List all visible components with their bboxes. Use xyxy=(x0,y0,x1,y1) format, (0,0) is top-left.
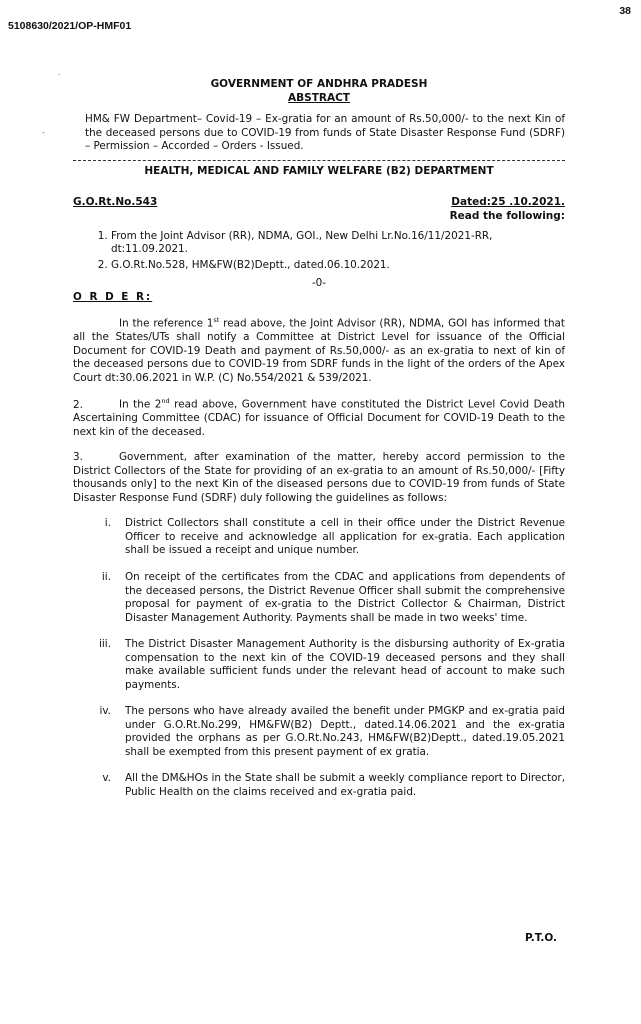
go-row xyxy=(73,196,565,210)
guideline-item xyxy=(73,638,565,692)
para2-superscript: nd xyxy=(161,397,170,406)
para1-superscript: st xyxy=(213,316,220,325)
reference-code: 5108630/2021/OP-HMF01 xyxy=(8,20,132,32)
abstract-heading: ABSTRACT xyxy=(288,91,350,104)
guideline-text: District Collectors shall constitute a cell in their office under the District Revenue Officer to receive and acknowledge all application for ex-gratia. Each application shall be issued a receipt and unique number. xyxy=(125,517,565,557)
guideline-item xyxy=(73,705,565,759)
go-date: Dated:25 .10.2021. xyxy=(451,196,565,209)
guideline-text: All the DM&HOs in the State shall be submit a weekly compliance report to Director, Public Health on the claims received and ex-gratia paid. xyxy=(125,772,565,798)
guideline-item xyxy=(73,772,565,799)
guideline-number: i. xyxy=(104,517,111,530)
order-heading: O R D E R: xyxy=(73,290,153,303)
guideline-number: v. xyxy=(102,772,111,785)
dashed-divider xyxy=(73,160,565,161)
document-body xyxy=(73,78,565,812)
guideline-text: The District Disaster Management Authority is the disbursing authority of Ex-gratia compensation to the next kin of the COVID-19 deceased persons and they shall make available sufficient funds under the relevant head of account to make such payments. xyxy=(125,638,565,691)
para3-text: Government, after examination of the matter, hereby accord permission to the District Collectors of the State for providing of an ex-gratia to an amount of Rs.50,000/- [Fifty thousands only] to the next Kin of the diseased persons due to COVID-19 from funds of State Disaster Response Fund (SDRF) duly following the guidelines as follows: xyxy=(73,451,565,504)
go-number: G.O.Rt.No.543 xyxy=(73,196,158,209)
reference-item: 2. G.O.Rt.No.528, HM&FW(B2)Deptt., dated.06.10.2021. xyxy=(111,259,565,273)
guideline-text: The persons who have already availed the benefit under PMGKP and ex-gratia paid under G.O.Rt.No.299, HM&FW(B2) Deptt., dated.14.06.2021 and the ex-gratia provided the orphans as per G.O.Rt.No.243, HM&FW(B2)Deptt., dated.19.05.2021 shall be exempted from this present payment of ex gratia. xyxy=(125,705,565,758)
guideline-text: On receipt of the certificates from the CDAC and applications from dependents of the deceased persons, the District Revenue Officer shall submit the comprehensive proposal for payment of ex-gratia to the District Collector & Chairman, District Disaster Management Authority. Payments shall be made in two weeks' time. xyxy=(125,571,565,624)
guideline-number: ii. xyxy=(101,571,111,583)
para3-number: 3. xyxy=(73,451,83,464)
separator: -0- xyxy=(311,277,327,290)
scan-speck: . xyxy=(58,68,61,77)
scan-speck: - xyxy=(42,128,45,137)
guideline-number: iii. xyxy=(99,638,111,651)
para2-text-end: read above, Government have constituted the District Level Covid Death Ascertaining Committee (CDAC) for issuance of Official Document for COVID-19 Death to the next kin of the deceased. xyxy=(73,398,565,438)
paragraph-2 xyxy=(73,397,565,439)
para2-text-start: In the 2 xyxy=(119,398,162,411)
government-title: GOVERNMENT OF ANDHRA PRADESH xyxy=(210,78,428,90)
guideline-item xyxy=(73,517,565,558)
page-number: 38 xyxy=(619,5,631,17)
guideline-number: iv. xyxy=(99,705,111,718)
para1-text-start: In the reference 1 xyxy=(119,317,214,330)
para1-text-end: read above, the Joint Advisor (RR), NDMA, GOI has informed that all the States/UTs shall notify a Committee at District Level for issuance of the Official Document for COVID-19 Death and payment of Rs.50,000/- as an ex-gratia to next of kin of the deceased persons due to COVID-19 from SDRF funds in the light of the orders of the Apex Court dt:30.06.2021 in W.P. (C) No.554/2021 & 539/2021. xyxy=(73,317,565,384)
guideline-item xyxy=(73,571,565,625)
para2-number: 2. xyxy=(73,398,83,411)
paragraph-1 xyxy=(73,316,565,385)
department-heading: HEALTH, MEDICAL AND FAMILY WELFARE (B2) DEPARTMENT xyxy=(144,164,494,177)
references-list xyxy=(73,230,565,273)
paragraph-3 xyxy=(73,451,565,505)
subject-text: HM& FW Department– Covid-19 – Ex-gratia for an amount of Rs.50,000/- to the next Kin of the deceased persons due to COVID-19 from funds of State Disaster Response Fund (SDRF) – Permission – Accorded – Orders - Issued. xyxy=(85,113,565,153)
read-following-label: Read the following: xyxy=(449,210,565,223)
pto-label: P.T.O. xyxy=(525,932,557,944)
reference-item: 1. From the Joint Advisor (RR), NDMA, GOI., New Delhi Lr.No.16/11/2021-RR, dt:11.09.2021. xyxy=(111,230,565,257)
guidelines-list xyxy=(73,517,565,799)
